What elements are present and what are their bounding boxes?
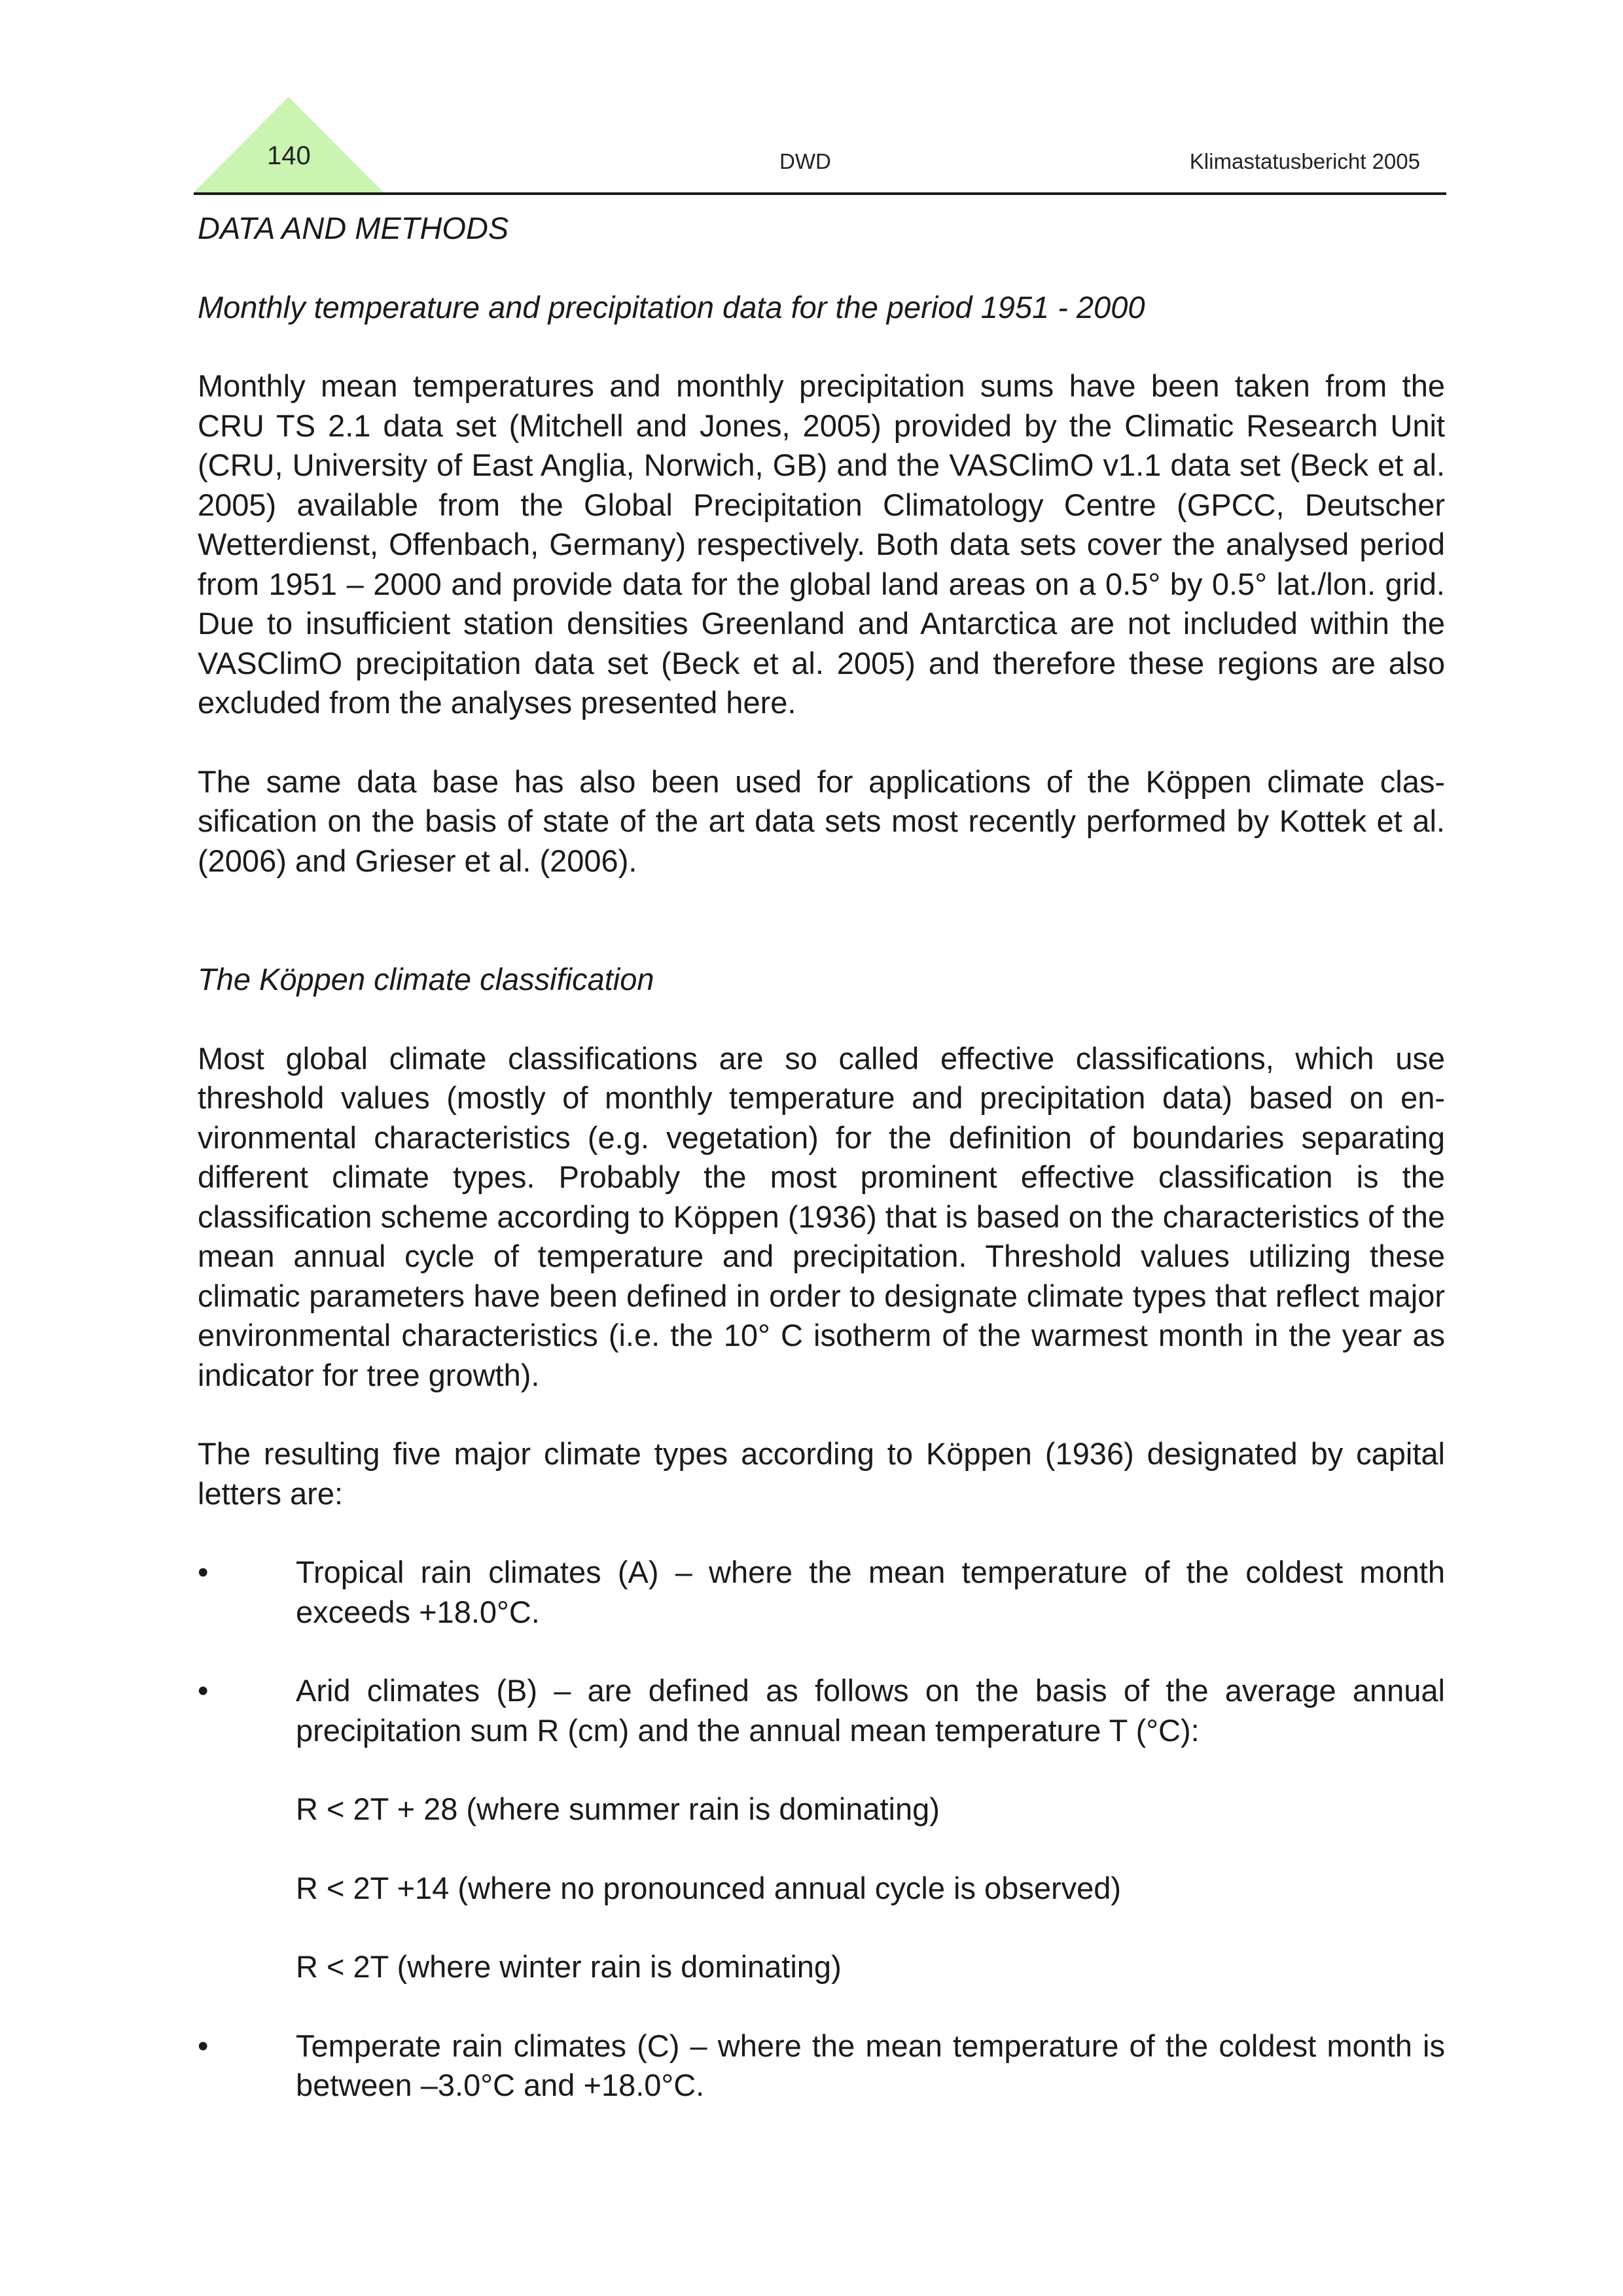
bullet: • (198, 1673, 209, 1708)
paragraph-data-sources: Monthly mean temperatures and monthly precipitation sums have been taken from the CRU TS 2.1 data set (Mitchell and Jones, 2005) provided by the Climatic Research Unit (CRU, University of East Anglia, Norwich, GB) and the VASClimO v1.1 data set (Beck et al. 2005) available from the Global Precipitation Climatology Centre (GPCC, Deutscher Wetterdienst, Offenbach, Germany) respectively. Both data sets cover the analysed period from 1951 – 2000 and provide data for the global land areas on a 0.5° by 0.5° lat./lon. grid. Due to insufficient station densities Greenland and Antarctica are not included within the VASClimO precipitation data set (Beck et al. 2005) and therefore these regions are also excluded from the analyses presented here. (198, 368, 1445, 720)
header-rule (194, 192, 1446, 195)
header-publisher: DWD (779, 149, 831, 173)
list-item-text: Tropical rain climates (A) – where the mean temperature of the coldest month exceeds +18.0°C. (296, 1555, 1445, 1629)
header-report-title: Klimastatusbericht 2005 (1189, 149, 1420, 173)
list-item-tropical (198, 1553, 1445, 1632)
list-item-temperate (198, 2026, 1445, 2106)
list-item-arid (198, 1671, 1445, 1750)
page-header (194, 97, 1446, 195)
section-title: DATA AND METHODS (198, 211, 509, 245)
paragraph-data-base: The same data base has also been used for applications of the Köppen climate classification on the basis of state of the art data sets most recently performed by Kottek et al. (2006) and Grieser et al. (2006). (198, 764, 1445, 878)
formula-no-annual-cycle: R < 2T +14 (where no pronounced annual cycle is observed) (296, 1870, 1122, 1905)
subsection-title-data: Monthly temperature and precipitation data for the period 1951 - 2000 (198, 289, 1145, 325)
formula-winter-rain: R < 2T (where winter rain is dominating) (296, 1949, 842, 1984)
bullet: • (198, 1555, 209, 1589)
page-content (198, 196, 1445, 2106)
paragraph-classification: Most global climate classifications are so called effective classifications, which use threshold values (mostly of monthly temperature and precipitation data) based on environmental characteristics (e.g. vegetation) for the definition of boundaries separating different climate types. Probably the most prominent effective classification is the classification scheme according to Köppen (1936) that is based on the characteristics of the mean annual cycle of temperature and precipitation. Threshold values utilizing these climatic parameters have been defined in order to designate climate types that reflect major environmental characteristics (i.e. the 10° C isotherm of the warmest month in the year as indicator for tree growth). (198, 1040, 1445, 1392)
subsection-title-koeppen: The Köppen climate classification (198, 962, 654, 997)
formula-summer-rain: R < 2T + 28 (where summer rain is dominating) (296, 1792, 940, 1826)
bullet: • (198, 2028, 209, 2063)
paragraph-climate-types-intro: The resulting five major climate types according to Köppen (1936) designated by capital letters are: (198, 1436, 1445, 1511)
list-item-text: Temperate rain climates (C) – where the mean temperature of the coldest month is between –3.0°C and +18.0°C. (296, 2028, 1445, 2102)
list-item-text: Arid climates (B) – are defined as follows on the basis of the average annual precipitation sum R (cm) and the annual mean temperature T (°C): (296, 1673, 1445, 1748)
page-number: 140 (267, 141, 311, 170)
